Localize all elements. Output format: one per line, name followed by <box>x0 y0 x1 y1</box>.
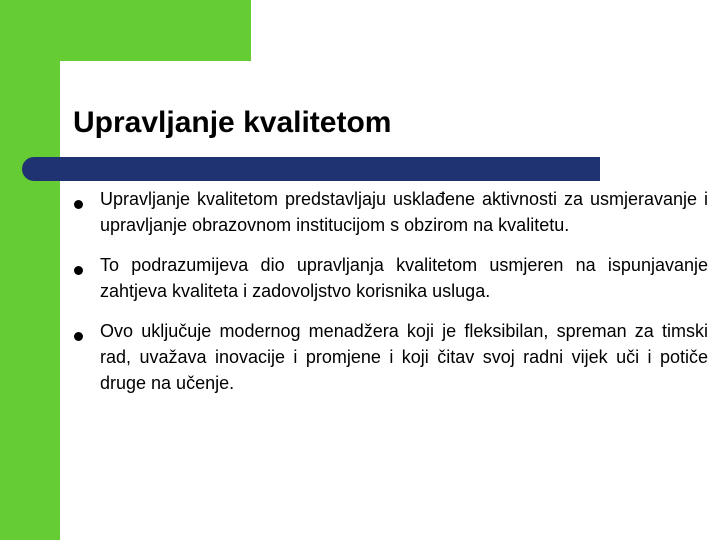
slide-title: Upravljanje kvalitetom <box>73 106 392 139</box>
title-underline-bar <box>22 157 600 181</box>
green-side-band <box>0 0 60 540</box>
bullet-text: To podrazumijeva dio upravljanja kvalitetom usmjeren na ispunjavanje zahtjeva kvaliteta i zadovoljstvo korisnika usluga. <box>100 255 708 301</box>
bullet-item <box>74 186 708 238</box>
bullet-item <box>74 252 708 304</box>
green-top-block <box>0 0 251 61</box>
bullet-dot-icon <box>74 200 83 209</box>
bullet-item <box>74 318 708 396</box>
bullet-text: Upravljanje kvalitetom predstavljaju usklađene aktivnosti za usmjeravanje i upravljanje obrazovnom institucijom s obzirom na kvalitetu. <box>100 189 708 235</box>
bullet-dot-icon <box>74 266 83 275</box>
bullet-dot-icon <box>74 332 83 341</box>
bullet-text: Ovo uključuje modernog menadžera koji je fleksibilan, spreman za timski rad, uvažava inovacije i promjene i koji čitav svoj radni vijek uči i potiče druge na učenje. <box>100 321 708 393</box>
bullet-list <box>74 186 708 410</box>
